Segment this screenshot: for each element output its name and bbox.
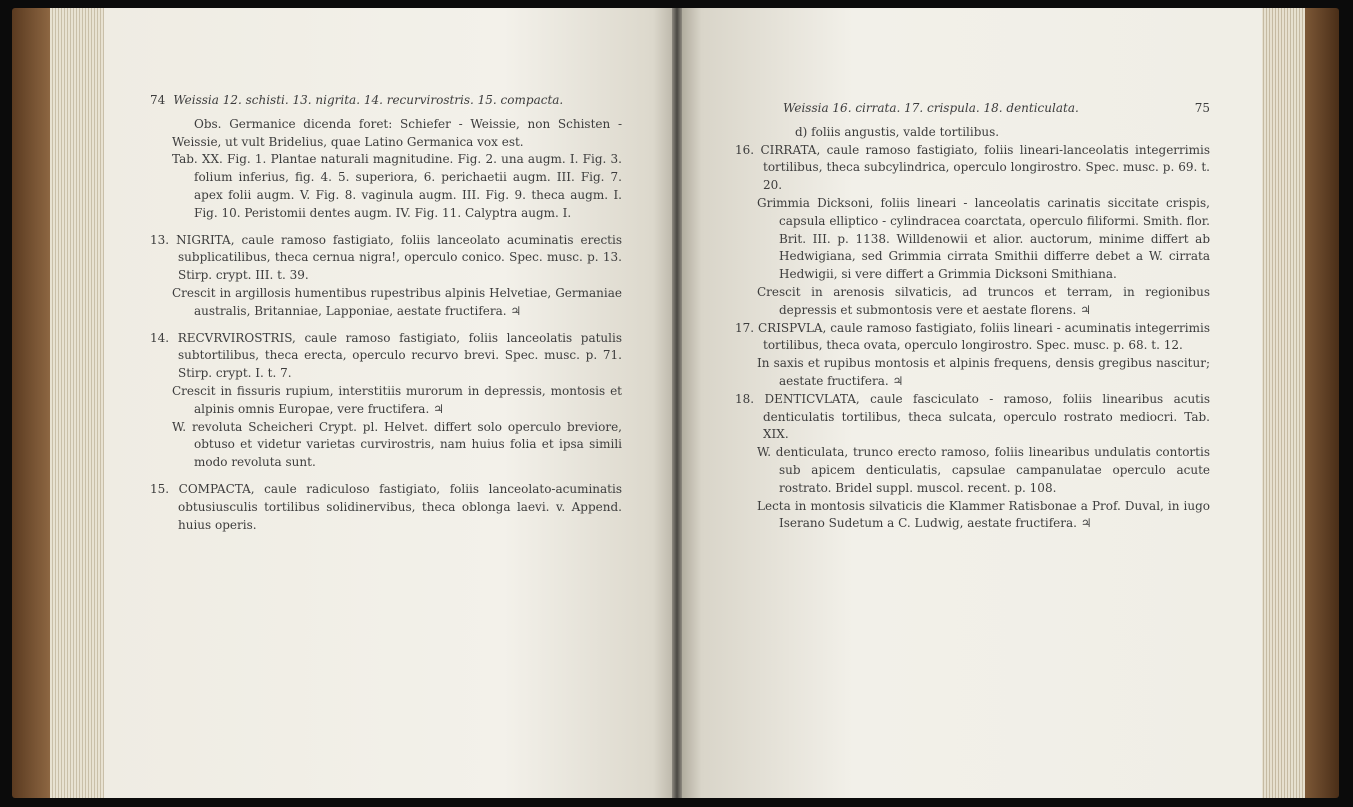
left-page-number: 74 [150,93,166,107]
species-16-cirrata: 16. CIRRATA, caule ramoso fastigiato, foliis lineari-lanceolatis integerrimis tortilibus, theca subcylindrica, operculo longirostro. Spec. musc. p. 69. t. 20. [735,142,1210,193]
species-17-crispula: 17. CRISPVLA, caule ramoso fastigiato, foliis lineari - acuminatis integerrimis tortilibus, theca ovata, operculo longirostro. Spec. musc. p. 68. t. 12. [735,320,1210,353]
recurvirostris-habitat: Crescit in fissuris rupium, interstitiis murorum in depressis, montosis et alpinis omnis Europae, vere fructifera. ♃ [172,383,622,416]
species-14-recurvirostris: 14. RECVRVIROSTRIS, caule ramoso fastigiato, foliis lanceolatis patulis subtortilibus, theca erecta, operculo recurvo brevi. Spec. musc. p. 71. Stirp. crypt. I. t. 7. [150,330,622,381]
cirrata-habitat: Crescit in arenosis silvaticis, ad truncos et terram, in regionibus depressis et submontosis vere et aestate florens. ♃ [757,284,1210,317]
species-15-compacta: 15. COMPACTA, caule radiculoso fastigiato, foliis lanceolato-acuminatis obtusiusculis tortilibus solidinervibus, theca oblonga laevi. v. Append. huius operis. [150,481,622,532]
nigrita-habitat: Crescit in argillosis humentibus rupestribus alpinis Helvetiae, Germaniae australis, Britanniae, Lapponiae, aestate fructifera. ♃ [172,285,622,318]
tab-xx-caption: Tab. XX. Fig. 1. Plantae naturali magnitudine. Fig. 2. una augm. I. Fig. 3. folium inferius, fig. 4. 5. superiora, 6. perichaetii augm. III. Fig. 7. apex folii augm. V. Fig. 8. vaginula augm. III. Fig. 9. theca augm. I. Fig. 10. Peristomii dentes augm. IV. Fig. 11. Calyptra augm. I. [172,152,622,220]
left-page-text [150,92,622,534]
species-13-nigrita: 13. NIGRITA, caule ramoso fastigiato, foliis lanceolato acuminatis erectis subplicatilibus, theca cernua nigra!, operculo conico. Spec. musc. p. 13. Stirp. crypt. III. t. 39. [150,232,622,283]
w-denticulata-note: W. denticulata, trunco erecto ramoso, foliis linearibus undulatis contortis sub apicem denticulatis, capsulae campanulatae operculo acute rostrato. Bridel suppl. muscol. recent. p. 108. [757,445,1210,495]
denticulata-habitat: Lecta in montosis silvaticis die Klammer Ratisbonae a Prof. Duval, in iugo Iserano Sudetum a C. Ludwig, aestate fructifera. ♃ [757,498,1210,531]
crispula-habitat: In saxis et rupibus montosis et alpinis frequens, densis gregibus nascitur; aestate fructifera. ♃ [757,356,1210,388]
group-d-heading: d) foliis angustis, valde tortilibus. [795,124,1000,139]
right-page-text [735,100,1210,533]
revoluta-note: W. revoluta Scheicheri Crypt. pl. Helvet. differt solo operculo breviore, obtuso et videtur varietas curvirostris, nam huius folia et ipsa simili modo revoluta sunt. [172,419,622,470]
species-18-denticulata: 18. DENTICVLATA, caule fasciculato - ramoso, foliis linearibus acutis denticulatis tortilibus, theca sulcata, operculo rostrato mediocri. Tab. XIX. [735,391,1210,442]
left-running-title: Weissia 12. schisti. 13. nigrita. 14. recurvirostris. 15. compacta. [173,93,564,107]
right-page-number: 75 [1194,101,1210,115]
book-gutter [672,8,682,798]
grimmia-dicksoni-note: Grimmia Dicksoni, foliis lineari - lanceolatis carinatis siccitate crispis, capsula elliptico - cylindracea coarctata, operculo filiformi. Smith. flor. Brit. III. p. 1138. Willdenowii et alior. auctorum, minime differt ab Hedwigiana, sed Grimmia cirrata Smithii differre debet a W. cirrata Hedwigii, si vere differt a Grimmia Dicksoni Smithiana. [757,195,1210,282]
right-running-title: Weissia 16. cirrata. 17. crispula. 18. denticulata. [783,101,1079,115]
obs-paragraph: Obs. Germanice dicenda foret: Schiefer - Weissie, non Schisten - Weissie, ut vult Bridelius, quae Latino Germanica vox est. [172,116,622,149]
left-running-head [150,92,622,110]
left-page-edges [50,8,110,798]
right-running-head [735,100,1210,118]
